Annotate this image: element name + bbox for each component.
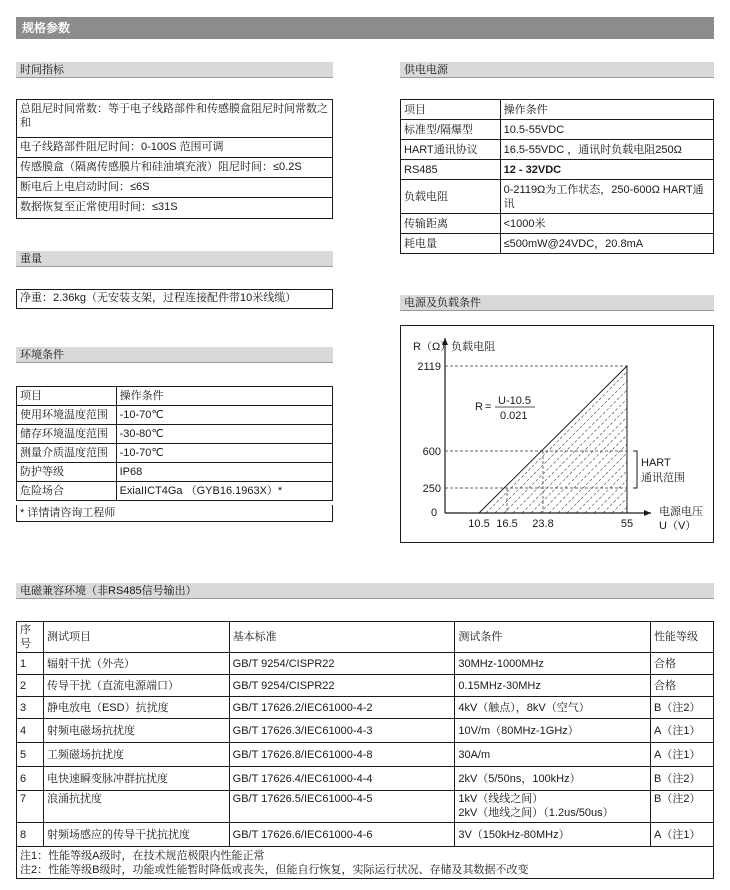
emc-cell: 电快速瞬变脉冲群抗扰度 xyxy=(43,767,229,791)
power-cell: 耗电量 xyxy=(401,234,501,254)
emc-cell: B（注2） xyxy=(651,767,714,791)
emc-note-1: 注1：性能等级A级时，在技术规范极限内性能正常 xyxy=(20,849,265,862)
environment-cell: -10-70℃ xyxy=(116,406,332,425)
time-spec-row: 断电后上电启动时间：≤6S xyxy=(17,178,332,198)
power-cell: RS485 xyxy=(401,160,501,180)
load-region-hatch xyxy=(401,353,713,513)
power-cell: 12 - 32VDC xyxy=(500,160,713,180)
weight-text: 净重：2.36kg（无安装支架，过程连接配件带10米线缆） xyxy=(16,289,333,309)
load-chart-heading: 电源及负载条件 xyxy=(400,295,714,311)
power-cell: 0-2119Ω为工作状态，250-600Ω HART通讯 xyxy=(500,180,713,214)
hatch-line xyxy=(621,353,713,513)
hatch-line xyxy=(441,353,601,513)
x-tick-label: 10.5 xyxy=(468,518,490,530)
hatch-line xyxy=(401,353,520,513)
emc-row7-condition-1: 1kV（线线之间） xyxy=(458,793,544,805)
emc-header-item: 测试项目 xyxy=(43,622,229,653)
load-chart xyxy=(400,325,714,543)
hatch-line xyxy=(450,353,610,513)
emc-cell: 射频场感应的传导干扰抗扰度 xyxy=(43,823,229,847)
environment-cell: -30-80℃ xyxy=(116,425,332,444)
emc-cell: GB/T 9254/CISPR22 xyxy=(229,675,455,697)
emc-cell: 7 xyxy=(17,791,44,823)
y-axis-label: R（Ω）负载电阻 xyxy=(413,341,496,353)
power-cell: 标准型/隔爆型 xyxy=(401,120,501,140)
environment-cell: ExiaIICT4Ga （GYB16.1963X）* xyxy=(116,482,332,501)
power-table xyxy=(400,99,714,254)
hatch-line xyxy=(531,353,691,513)
hatch-line xyxy=(401,353,502,513)
emc-note-2: 注2：性能等级B级时，功能或性能暂时降低或丧失，但能自行恢复，实际运行状况、存储及其数据不改变 xyxy=(20,863,529,876)
emc-cell: 工频磁场抗扰度 xyxy=(43,743,229,767)
power-cell: <1000米 xyxy=(500,214,713,234)
time-spec-heading: 时间指标 xyxy=(16,62,333,78)
emc-cell: 辐射干扰（外壳） xyxy=(43,653,229,675)
load-tick-labels xyxy=(417,361,633,530)
hatch-line xyxy=(603,353,713,513)
time-spec-row: 电子线路部件阻尼时间：0-100S 范围可调 xyxy=(17,138,332,158)
emc-cell: GB/T 17626.6/IEC61000-4-6 xyxy=(229,823,455,847)
hatch-line xyxy=(567,353,713,513)
y-tick-label: 250 xyxy=(422,483,441,495)
hatch-line xyxy=(585,353,713,513)
emc-row7-condition-2: 2kV（地线之间）（1.2us/50us） xyxy=(458,807,614,819)
hatch-line xyxy=(459,353,619,513)
time-spec-row: 数据恢复至正常使用时间：≤31S xyxy=(20,201,178,213)
hatch-line xyxy=(540,353,700,513)
emc-cell: 8 xyxy=(17,823,44,847)
emc-cell: 合格 xyxy=(651,675,714,697)
load-guide-lines xyxy=(445,366,627,513)
x-tick-label: 55 xyxy=(620,518,634,530)
emc-cell: 射频电磁场抗扰度 xyxy=(43,719,229,743)
origin-label: 0 xyxy=(431,507,438,519)
formula-eq: = xyxy=(485,401,492,413)
hatch-line xyxy=(486,353,646,513)
y-tick-label: 600 xyxy=(422,446,441,458)
time-spec-row: 传感膜盒（隔离传感膜片和硅油填充液）阻尼时间：≤0.2S xyxy=(17,158,332,178)
environment-heading: 环境条件 xyxy=(16,347,333,363)
emc-cell: 4kV（触点），8kV（空气） xyxy=(455,697,651,719)
x-axis-label-2: U（V） xyxy=(659,520,697,532)
emc-cell: 3 xyxy=(17,697,44,719)
power-cell: 负载电阻 xyxy=(401,180,501,214)
formula-denominator: 0.021 xyxy=(500,410,528,422)
hatch-line xyxy=(549,353,709,513)
hatch-line xyxy=(558,353,713,513)
emc-cell: 传导干扰（直流电源端口） xyxy=(43,675,229,697)
emc-cell: GB/T 17626.5/IEC61000-4-5 xyxy=(229,791,455,823)
power-cell: ≤500mW@24VDC，20.8mA xyxy=(500,234,713,254)
hatch-line xyxy=(666,353,713,513)
emc-cell: 10V/m（80MHz-1GHz） xyxy=(455,719,651,743)
hatch-line xyxy=(639,353,713,513)
hatch-line xyxy=(513,353,673,513)
emc-header-level: 性能等级 xyxy=(651,622,714,653)
power-heading: 供电电源 xyxy=(400,62,714,78)
page-title: 规格参数 xyxy=(16,17,714,39)
hatch-line xyxy=(401,353,538,513)
environment-cell: 防护等级 xyxy=(17,463,117,482)
hatch-line xyxy=(468,353,628,513)
power-cell: 10.5-55VDC xyxy=(500,120,713,140)
hatch-line xyxy=(594,353,713,513)
hatch-line xyxy=(495,353,655,513)
emc-cell: B（注2） xyxy=(651,697,714,719)
emc-cell: 2kV（5/50ns，100kHz） xyxy=(455,767,651,791)
power-cell: 传输距离 xyxy=(401,214,501,234)
emc-cell: GB/T 17626.4/IEC61000-4-4 xyxy=(229,767,455,791)
environment-cell: 使用环境温度范围 xyxy=(17,406,117,425)
x-axis-label-1: 电源电压 xyxy=(659,506,703,518)
emc-cell: 0.15MHz-30MHz xyxy=(455,675,651,697)
emc-cell: GB/T 17626.2/IEC61000-4-2 xyxy=(229,697,455,719)
emc-cell: 静电放电（ESD）抗扰度 xyxy=(43,697,229,719)
y-tick-label: 2119 xyxy=(417,361,441,373)
formula-numerator: U-10.5 xyxy=(498,395,532,407)
emc-table xyxy=(16,621,714,879)
environment-cell: -10-70℃ xyxy=(116,444,332,463)
emc-cell: 浪涌抗扰度 xyxy=(43,791,229,823)
emc-cell: 5 xyxy=(17,743,44,767)
environment-cell: 储存环境温度范围 xyxy=(17,425,117,444)
emc-cell: GB/T 17626.8/IEC61000-4-8 xyxy=(229,743,455,767)
hatch-line xyxy=(657,353,713,513)
hart-brace xyxy=(633,451,637,488)
environment-header-item: 项目 xyxy=(17,387,117,406)
time-spec-row: 总阻尼时间常数：等于电子线路部件和传感膜盒阻尼时间常数之和 xyxy=(17,100,332,138)
environment-note: * 详情请咨询工程师 xyxy=(16,505,333,522)
x-tick-label: 16.5 xyxy=(496,518,518,530)
load-chart-svg xyxy=(401,326,713,542)
environment-cell: 危险场合 xyxy=(17,482,117,501)
hatch-line xyxy=(401,353,511,513)
hatch-line xyxy=(648,353,713,513)
emc-cell: 合格 xyxy=(651,653,714,675)
hart-label-line2: 通讯范围 xyxy=(641,472,685,484)
environment-header-condition: 操作条件 xyxy=(116,387,332,406)
environment-cell: IP68 xyxy=(116,463,332,482)
hatch-line xyxy=(401,353,532,513)
hatch-line xyxy=(504,353,664,513)
environment-table xyxy=(16,386,333,501)
emc-cell: A（注1） xyxy=(651,719,714,743)
emc-cell: A（注1） xyxy=(651,823,714,847)
emc-heading: 电磁兼容环境（非RS485信号输出） xyxy=(16,583,714,599)
power-cell: 16.5-55VDC ，通讯时负载电阻250Ω xyxy=(500,140,713,160)
hart-label-line1: HART xyxy=(641,457,671,469)
emc-cell: 30A/m xyxy=(455,743,651,767)
power-cell: HART通讯协议 xyxy=(401,140,501,160)
emc-notes xyxy=(17,847,714,879)
emc-cell: B（注2） xyxy=(651,791,714,823)
emc-header-condition: 测试条件 xyxy=(455,622,651,653)
emc-cell-multiline xyxy=(455,791,651,823)
time-spec-list xyxy=(16,99,333,219)
hatch-line xyxy=(477,353,637,513)
weight-heading: 重量 xyxy=(16,251,333,267)
emc-header-no: 序号 xyxy=(17,622,44,653)
emc-cell: 4 xyxy=(17,719,44,743)
emc-cell: 1 xyxy=(17,653,44,675)
emc-cell: A（注1） xyxy=(651,743,714,767)
emc-cell: 3V（150kHz-80MHz） xyxy=(455,823,651,847)
power-header-condition: 操作条件 xyxy=(500,100,713,120)
emc-cell: GB/T 9254/CISPR22 xyxy=(229,653,455,675)
power-header-item: 项目 xyxy=(401,100,501,120)
emc-cell: 2 xyxy=(17,675,44,697)
hatch-line xyxy=(432,353,592,513)
hatch-line xyxy=(401,353,484,513)
x-tick-label: 23.8 xyxy=(532,518,554,530)
x-axis-arrow xyxy=(644,510,651,516)
emc-cell: 6 xyxy=(17,767,44,791)
hatch-line xyxy=(401,353,493,513)
hatch-line xyxy=(522,353,682,513)
formula-lhs: R xyxy=(475,401,483,413)
hatch-line xyxy=(576,353,713,513)
emc-header-standard: 基本标准 xyxy=(229,622,455,653)
emc-cell: GB/T 17626.3/IEC61000-4-3 xyxy=(229,719,455,743)
hatch-line xyxy=(630,353,713,513)
environment-cell: 测量介质温度范围 xyxy=(17,444,117,463)
emc-cell: 30MHz-1000MHz xyxy=(455,653,651,675)
